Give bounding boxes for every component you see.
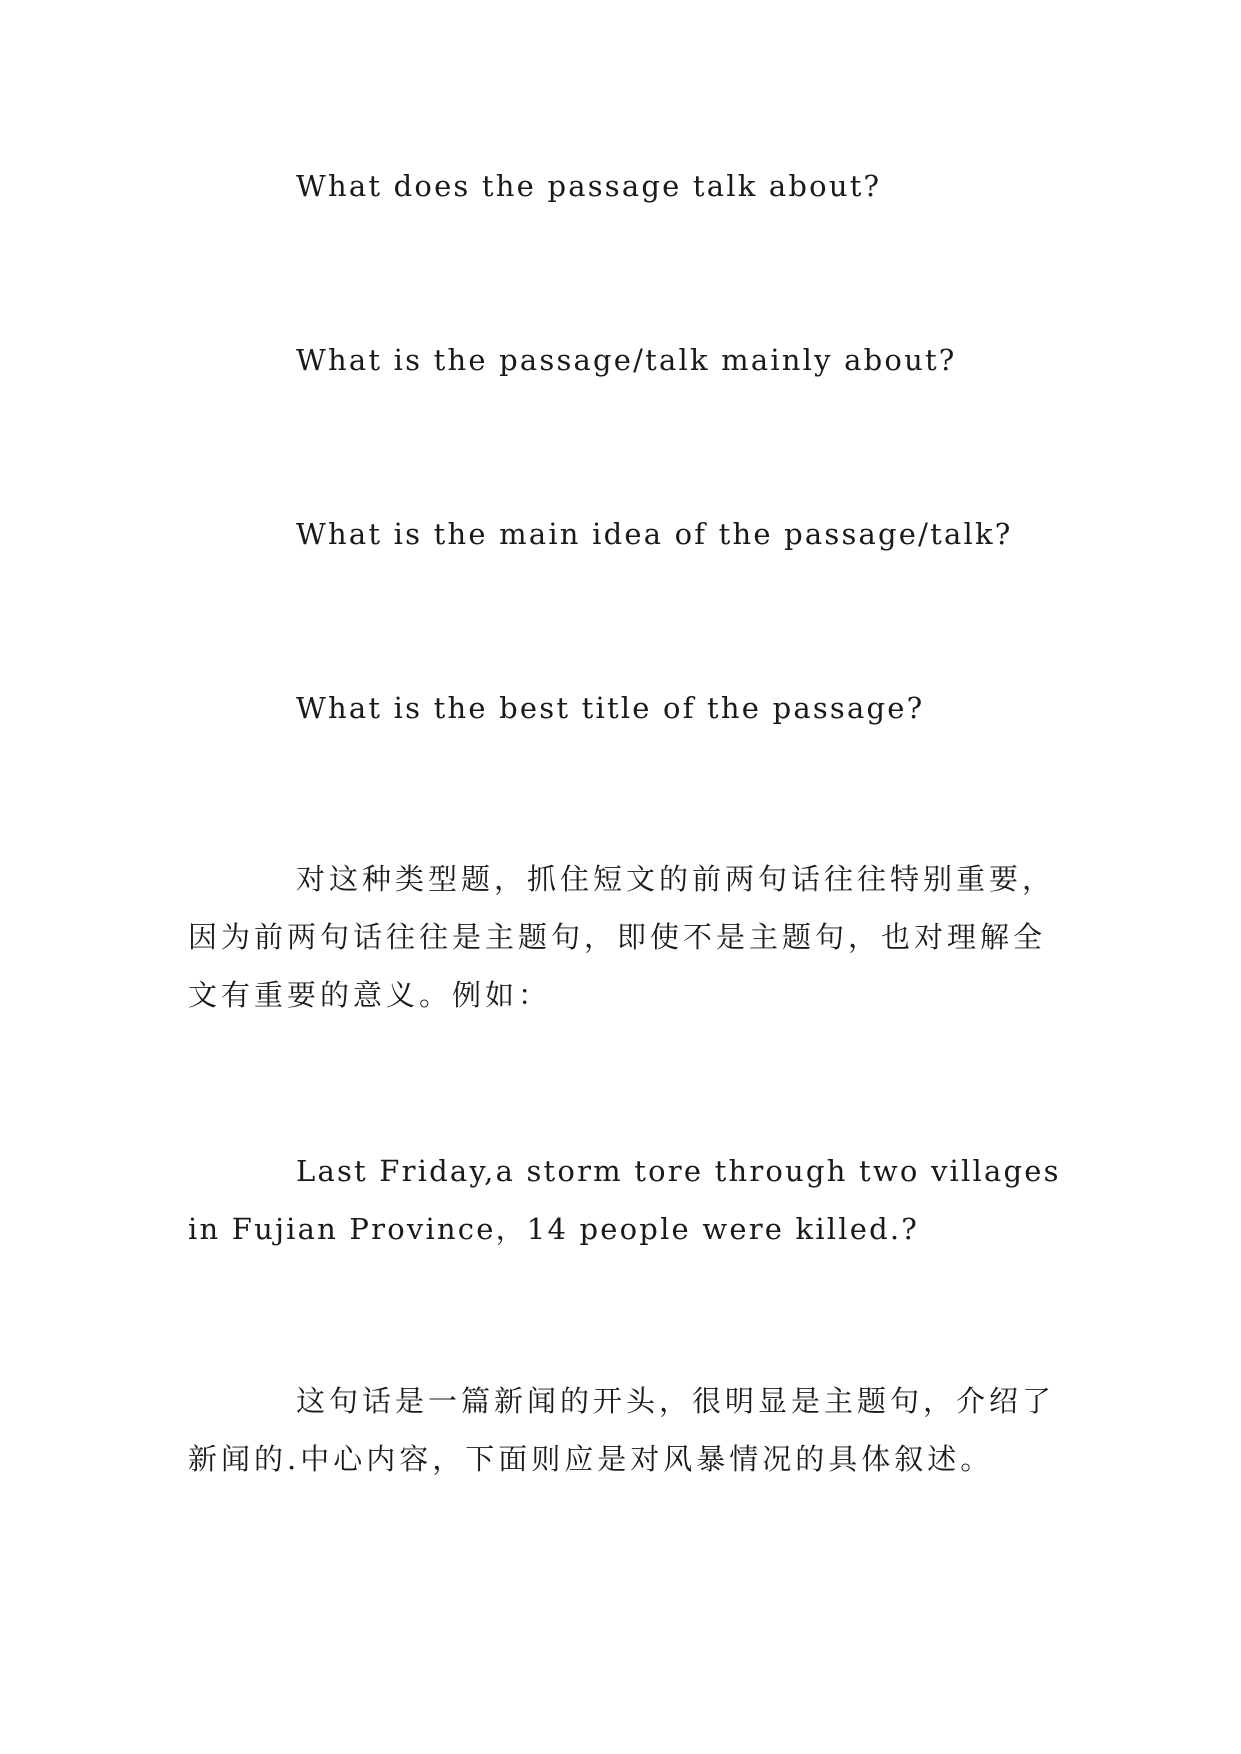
question-line-2: What is the passage/talk mainly about?: [296, 343, 957, 377]
explanation-line-1: 对这种类型题，抓住短文的前两句话往往特别重要，: [296, 862, 1056, 896]
analysis-line-2: 新闻的.中心内容，下面则应是对风暴情况的具体叙述。: [188, 1442, 994, 1476]
question-line-3: What is the main idea of the passage/talk?: [296, 517, 1013, 551]
question-line-1: What does the passage talk about?: [296, 169, 882, 203]
explanation-line-3: 文有重要的意义。例如：: [188, 978, 552, 1012]
example-line-1: Last Friday,a storm tore through two villages: [296, 1154, 1061, 1188]
explanation-line-2: 因为前两句话往往是主题句，即使不是主题句，也对理解全: [188, 920, 1047, 954]
explanation-paragraph: [188, 850, 1058, 1024]
analysis-paragraph: [188, 1372, 1058, 1488]
analysis-line-1: 这句话是一篇新闻的开头，很明显是主题句，介绍了: [296, 1384, 1056, 1418]
example-paragraph: [188, 1142, 1061, 1258]
example-line-2: in Fujian Province，14 people were killed.?: [188, 1212, 920, 1246]
question-line-4: What is the best title of the passage?: [296, 691, 925, 725]
